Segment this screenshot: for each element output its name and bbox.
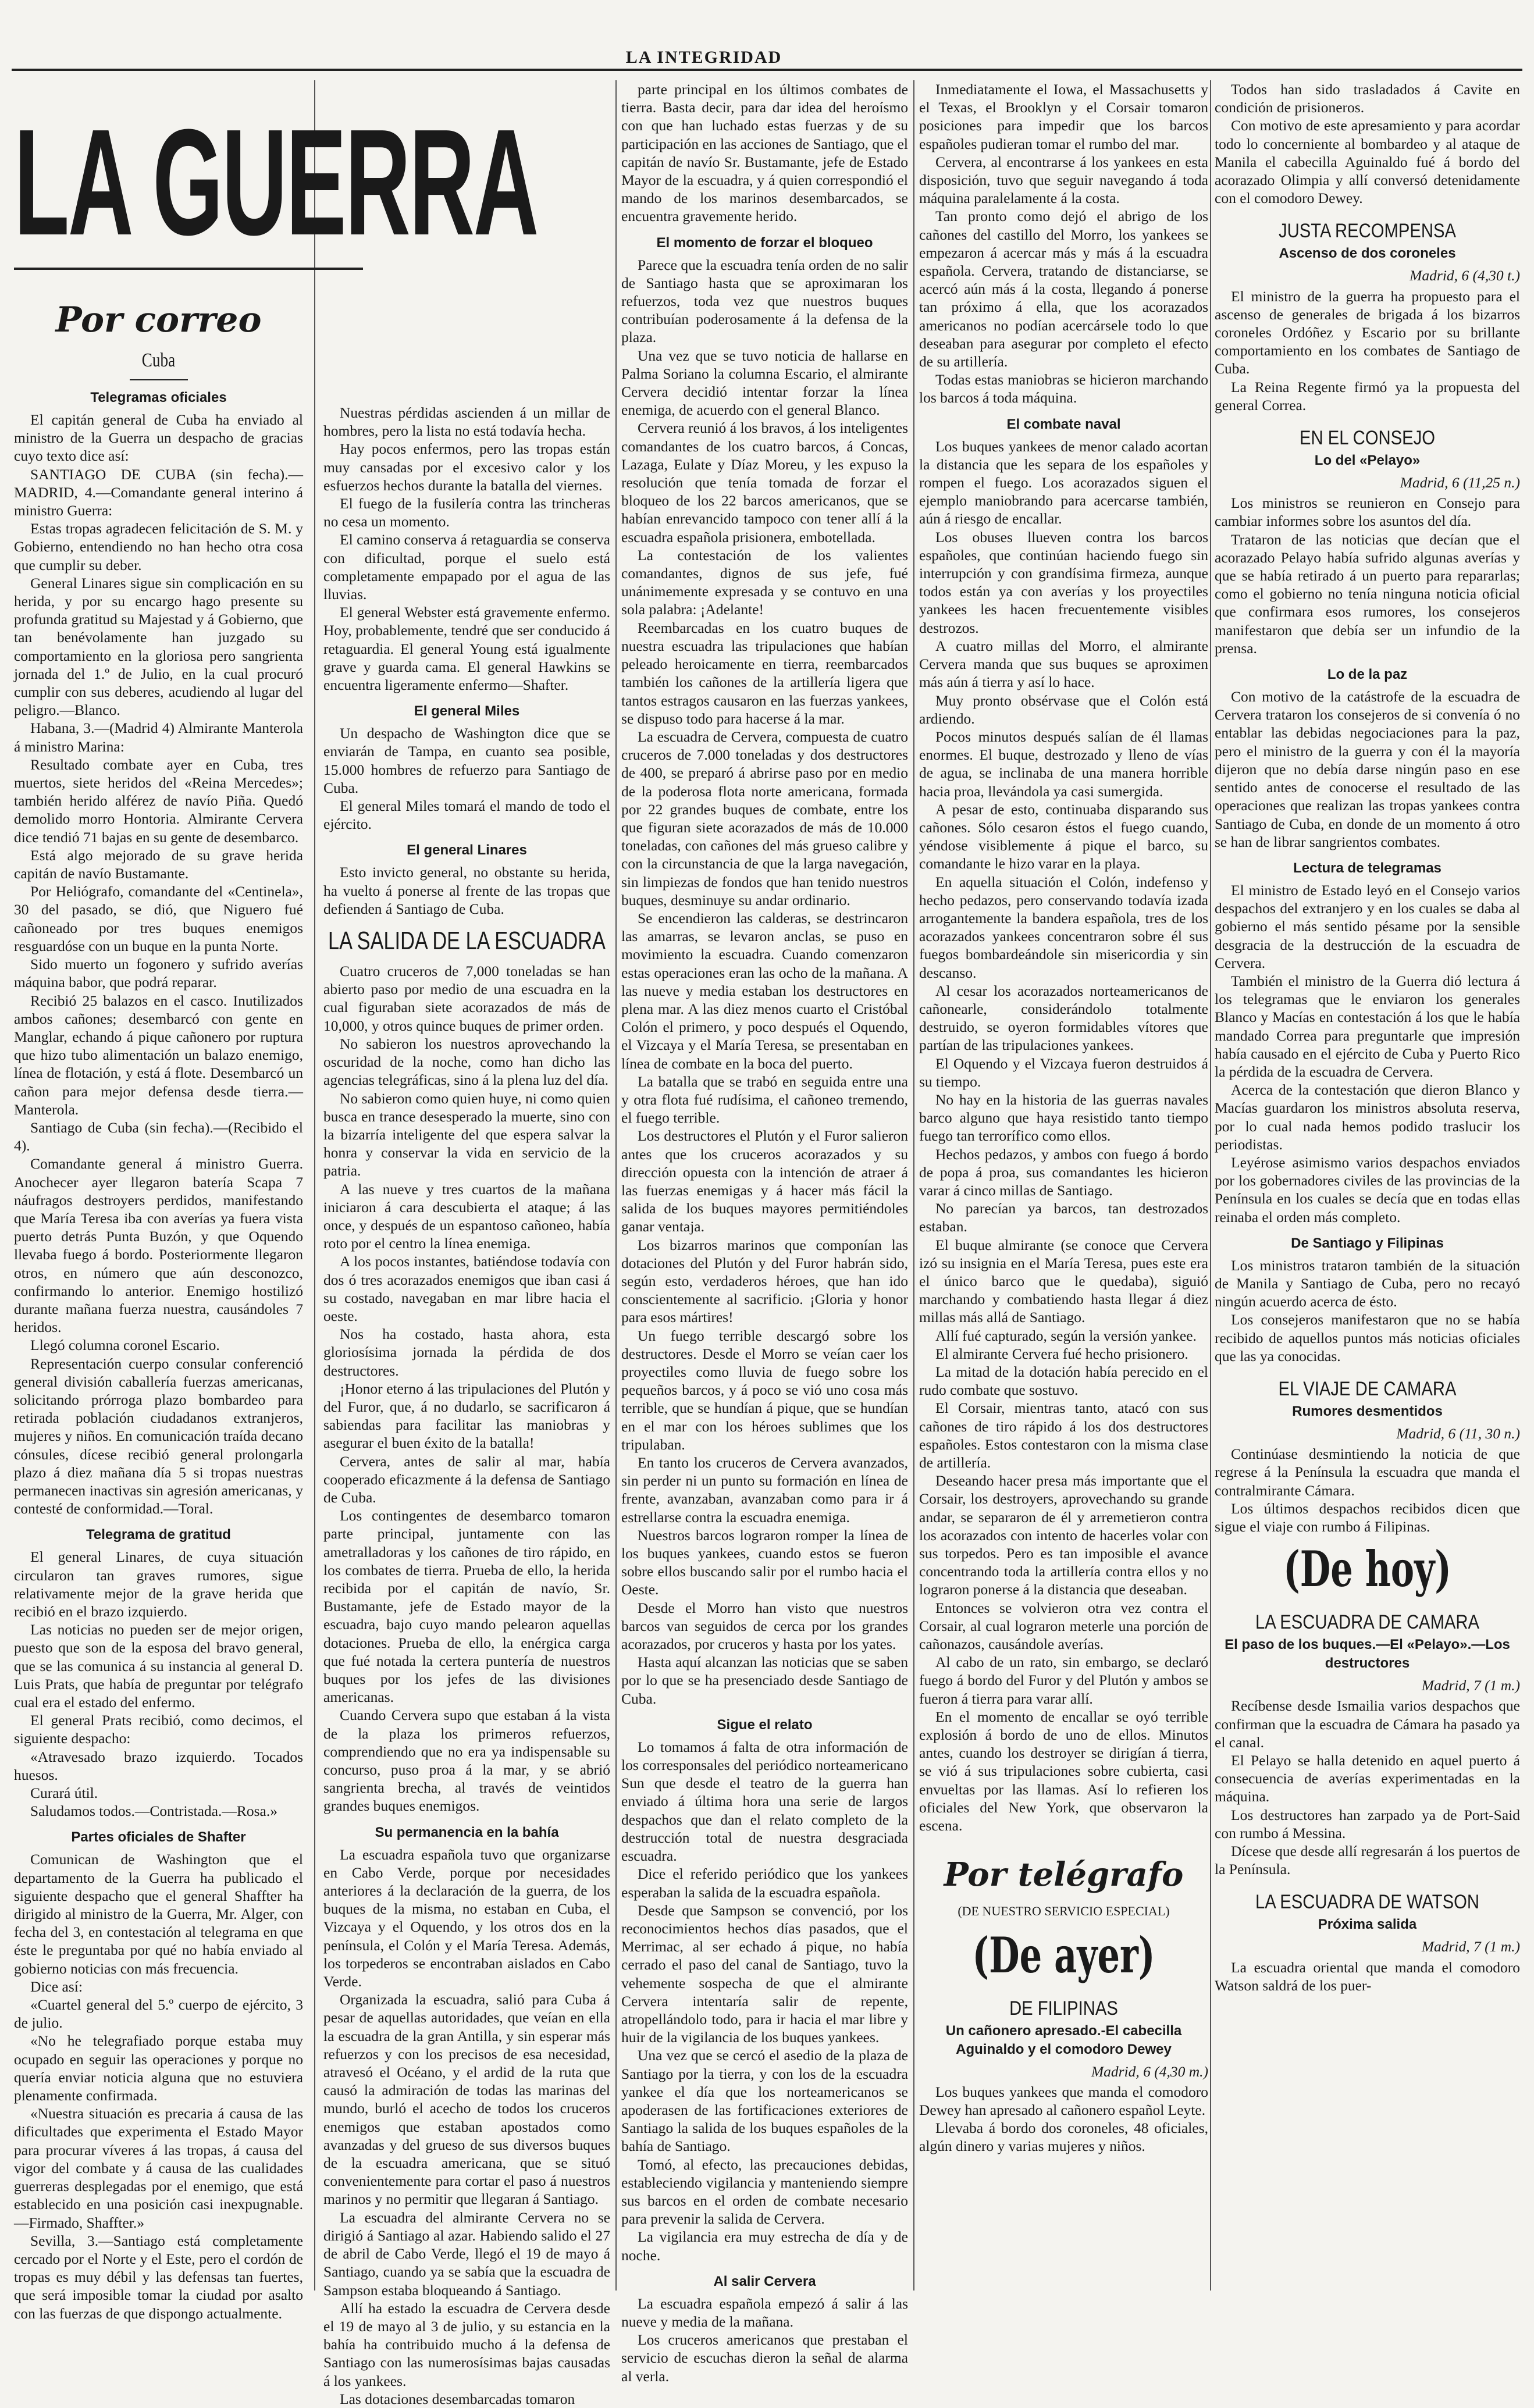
paragraph: Está algo mejorado de su grave herida capitán de navío Bustamante. — [14, 846, 303, 882]
paragraph: Recibió 25 balazos en el casco. Inutilizados ambos cañones; desembarcó con gente en Manglar, echando á pique cañonero por ruptura que hizo tubo alimentación un balazo enemigo, línea de flotación, y está á flote. Desembarcó un cañon para mejor defensa desde tierra.—Manterola. — [14, 992, 303, 1118]
paragraph: No sabieron los nuestros aprovechando la oscuridad de la noche, como han dicho las agencias telegráficas, sino á la plena luz del día. — [323, 1035, 610, 1089]
top-rule — [12, 69, 1522, 71]
paragraph: No hay en la historia de las guerras navales barco alguno que haya resistido tanto tiempo fuego tan terrorífico como ellos. — [919, 1091, 1208, 1145]
article-heading: EN EL CONSEJO — [1300, 427, 1435, 450]
article-subheading: Un cañonero apresado.-El cabecilla Aguinaldo y el comodoro Dewey — [945, 2022, 1182, 2057]
paragraph: Los últimos despachos recibidos dicen que sigue el viaje con rumbo á Filipinas. — [1215, 1499, 1520, 1535]
paragraph: No sabieron como quien huye, ni como quien busca en trance desesperado la muerte, sino con la bizarría inteligente del que espera salvar la honra y conservar la vida en servicio de la patria. — [323, 1089, 610, 1180]
dateline: Madrid, 6 (4,30 m.) — [1091, 2063, 1208, 2080]
paragraph: El general Linares, de cuya situación circularon tan graves rumores, sigue relativamente mejor de la grave herida que recibió en el brazo izquierdo. — [14, 1548, 303, 1620]
paragraph: Cervera reunió á los bravos, á los inteligentes comandantes de los cuatro barcos, á Concas, Lazaga, Eulate y Díaz Moreu, y les expuso la resolución que tenía tomada de forzar el bloqueo de los 22 barcos americanos, que se habían enrevancido tampoco con tener allí á la escuadra española prisionera, embotellada. — [621, 419, 908, 546]
article-heading: El combate naval — [1006, 416, 1121, 432]
section-heading: Por correo — [55, 300, 262, 340]
article-heading: El momento de forzar el bloqueo — [656, 234, 873, 251]
article-subheading: Ascenso de dos coroneles — [1279, 245, 1456, 262]
article-heading: LA ESCUADRA DE CAMARA — [1255, 1611, 1480, 1634]
paragraph: General Linares sigue sin complicación en su herida, y por su encargo hago presente su profunda gratitud su Majestad y á Gobierno, que tan benévolamente han juzgado su comportamiento en la gloriosa pero sangrienta jornada del 1.º de Julio, en la cual procuró cumplir con sus deberes, acudiendo al lugar del peligro.—Blanco. — [14, 574, 303, 719]
paragraph: Hechos pedazos, y ambos con fuego á bordo de popa á proa, sus comandantes les hicieron varar á cinco millas de Santiago. — [919, 1145, 1208, 1199]
paragraph: Se encendieron las calderas, se destrincaron las amarras, se levaron anclas, se puso en movimiento la escuadra. Cuando comenzaron estas operaciones eran las ocho de la mañana. A las nueve y media estaban los destructores en plena mar. A las diez menos cuarto el Cristóbal Colón el primero, y poco después el Oquendo, el Vizcaya y el María Teresa, se presentaban en línea de combate en la boca del puerto. — [621, 909, 908, 1072]
paragraph: Cuando Cervera supo que estaban á la vista de la plaza los primeros refuerzos, comprendiendo que no era ya indispensable su concurso, puso proa á la mar, y se abrió sangrienta brecha, al través de veintidos grandes buques enemigos. — [323, 1707, 610, 1815]
paragraph: El general Miles tomará el mando de todo el ejército. — [323, 797, 610, 833]
paragraph: El Pelayo se halla detenido en aquel puerto á consecuencia de averías experimentadas en la máquina. — [1215, 1752, 1520, 1805]
paragraph: Curará útil. — [30, 1784, 98, 1802]
paragraph: Todos han sido trasladados á Cavite en condición de prisioneros. — [1215, 81, 1520, 116]
article-heading: EL VIAJE DE CAMARA — [1278, 1377, 1457, 1400]
article-heading: Lo de la paz — [1327, 667, 1408, 683]
paragraph: Hay pocos enfermos, pero las tropas están muy cansadas por el excesivo calor y los esfuerzos hechos durante la batalla del viernes. — [323, 440, 610, 494]
paragraph: Continúase desmintiendo la noticia de que regrese á la Península la escuadra que manda el contralmirante Cámara. — [1215, 1445, 1520, 1499]
paragraph: A pesar de esto, continuaba disparando sus cañones. Sólo cesaron éstos el fuego cuando, yéndose visiblemente á pique el barco, su comandante le hizo varar en la playa. — [919, 800, 1208, 872]
paragraph: Hasta aquí alcanzan las noticias que se saben por lo que se ha presenciado desde Santiago de Cuba. — [621, 1654, 908, 1707]
article-heading: Telegrama de gratitud — [86, 1527, 231, 1543]
article-subheading: Rumores desmentidos — [1292, 1403, 1443, 1419]
paragraph: Dice así: — [30, 1978, 83, 1995]
paragraph: Dícese que desde allí regresarán á los puertos de la Península. — [1215, 1843, 1520, 1878]
section-heading: Por telégrafo — [944, 1855, 1184, 1894]
dateline: Madrid, 7 (1 m.) — [1421, 1677, 1520, 1694]
article-heading: LA ESCUADRA DE WATSON — [1255, 1891, 1480, 1914]
paragraph: La escuadra española empezó á salir á las nueve y media de la mañana. — [621, 2295, 908, 2330]
paragraph: Habana, 3.—(Madrid 4) Almirante Manterola á ministro Marina: — [14, 719, 303, 755]
paragraph: Las dotaciones desembarcadas tomaron — [340, 2390, 575, 2407]
subsection-heading: Cuba — [141, 350, 176, 371]
article-heading: DE FILIPINAS — [1009, 1997, 1118, 2019]
article-subheading: El paso de los buques.—El «Pelayo».—Los destructores — [1225, 1637, 1510, 1672]
paragraph: El Oquendo y el Vizcaya fueron destruidos á su tiempo. — [919, 1055, 1208, 1090]
article-subheading: Lo del «Pelayo» — [1314, 453, 1421, 469]
paragraph: Los consejeros manifestaron que no se había recibido de aquellos puntos más noticias oficiales que las ya conocidas. — [1215, 1311, 1520, 1365]
edition-heading: (De hoy) — [1283, 1540, 1451, 1598]
paragraph: El capitán general de Cuba ha enviado al ministro de la Guerra un despacho de gracias cuyo texto dice así: — [14, 411, 303, 465]
column-5 — [1215, 80, 1520, 2291]
paragraph: Al cabo de un rato, sin embargo, se declaró fuego á bordo del Furor y del Plutón y ambos se fueron á tierra para varar allí. — [919, 1654, 1208, 1707]
paragraph: Cervera, al encontrarse á los yankees en esta disposición, tuvo que seguir navegando á toda máquina paralelamente á la costa. — [919, 153, 1208, 207]
paragraph: La Reina Regente firmó ya la propuesta del general Correa. — [1215, 378, 1520, 414]
paragraph: Los destructores el Plutón y el Furor salieron antes que los cruceros acorazados y su dirección opuesta con la intención de atraer á las fuerzas enemigas y á hacer más fácil la salida de los buques mayores permitiéndoles ganar ventaja. — [621, 1127, 908, 1235]
paragraph: A cuatro millas del Morro, el almirante Cervera manda que sus buques se aproximen más aún á tierra y así lo hace. — [919, 637, 1208, 691]
article-heading: Telegramas oficiales — [90, 390, 227, 405]
paragraph: Llegó columna coronel Escario. — [30, 1337, 220, 1354]
paragraph: La batalla que se trabó en seguida entre una y otra flota fué rudísima, el cañoneo tremendo, el fuego terrible. — [621, 1073, 908, 1127]
paragraph: En aquella situación el Colón, indefenso y hecho pedazos, pero conservando todavía izada arrogantemente la bandera española, tres de los acorazados yankees concentraron sobre él sus fuegos bombardeándole sin misericordia y sin descanso. — [919, 873, 1208, 981]
paragraph: También el ministro de la Guerra dió lectura á los telegramas que le enviaron los generales Blanco y Macías en contestación á los que le había mandado Correa para preguntarle que impresión había causado en el ejército de Cuba y Puerto Rico la pérdida de la escuadra de Cervera. — [1215, 972, 1520, 1080]
paragraph: Recíbense desde Ismailia varios despachos que confirman que la escuadra de Cámara ha pasado ya el canal. — [1215, 1697, 1520, 1751]
paragraph: No parecían ya barcos, tan destrozados estaban. — [919, 1200, 1208, 1235]
paragraph: Desde que Sampson se convenció, por los reconocimientos hechos días pasados, que el Merrimac, al ser echado á pique, no había cerrado el paso del canal de Santiago, tuvo la vehemente sospecha de que el almirante Cervera intentaría salir de repente, atropellándolo todo, para ir hacia el mar libre y huir de la vigilancia de los buques yankees. — [621, 1901, 908, 2046]
paragraph: Los ministros trataron también de la situación de Manila y Santiago de Cuba, pero no recayó ningún acuerdo acerca de ésto. — [1215, 1256, 1520, 1310]
paragraph: Allí ha estado la escuadra de Cervera desde el 19 de mayo al 3 de julio, y su estancia en la bahía ha contribuido mucho á la defensa de Santiago con las numerosísimas bajas causadas á los yankees. — [323, 2299, 610, 2389]
paragraph: Por Heliógrafo, comandante del «Centinela», 30 del pasado, se dió, que Niguero fué cañoneado por tres buques enemigos resguardóse con un buque en la punta Norte. — [14, 883, 303, 954]
paragraph: Dice el referido periódico que los yankees esperaban la salida de la escuadra española. — [621, 1865, 908, 1901]
paragraph: El buque almirante (se conoce que Cervera izó su insignia en el María Teresa, pues este era el único barco que le quedaba), siguió marchando y combatiendo hasta llegar á diez millas más allá de Santiago. — [919, 1236, 1208, 1326]
paragraph: El Corsair, mientras tanto, atacó con sus cañones de tiro rápido á los dos destructores españoles. Estos contestaron con la misma clase de artillería. — [919, 1399, 1208, 1472]
paragraph: En el momento de encallar se oyó terrible explosión á bordo de uno de ellos. Minutos antes, cuando los destroyer se dirigían á tierra, se vió á sus tripulaciones sobre cubierta, casi envueltas por las llamas. Así lo refieren los oficiales del New York, que observaron la escena. — [919, 1708, 1208, 1835]
edition-heading: (De ayer) — [972, 1926, 1155, 1984]
paragraph: «No he telegrafiado porque estaba muy ocupado en seguir las operaciones y porque no quería enviar noticia alguna que no estuviera plenamente confirmada. — [14, 2032, 303, 2104]
paragraph: Entonces se volvieron otra vez contra el Corsair, al cual lograron meterle una porción de cañonazos, causándole averías. — [919, 1599, 1208, 1653]
paragraph: Los destructores han zarpado ya de Port-Said con rumbo á Messina. — [1215, 1806, 1520, 1841]
paragraph: En tanto los cruceros de Cervera avanzados, sin perder ni un punto su formación en línea de frente, avanzaban, avanzaban como para ir á estrellarse contra la escuadra enemiga. — [621, 1454, 908, 1526]
paragraph: «Nuestra situación es precaria á causa de las dificultades que experimenta el Estado Mayor para procurar víveres á las tropas, á causa del vigor del combate y á causa de las cualidades guerreras desplegadas por el enemigo, que está establecido en una posición casi inexpugnable.—Firmado, Shaffter.» — [14, 2105, 303, 2231]
article-heading: El general Miles — [414, 703, 520, 719]
article-heading: Sigue el relato — [717, 1716, 813, 1733]
paragraph: Resultado combate ayer en Cuba, tres muertos, siete heridos del «Reina Mercedes»; también herido alférez de navío Piña. Quedó demolido morro Hontoria. Almirante Cervera dice tendió 71 bajas en su gente de desembarco. — [14, 756, 303, 846]
article-heading: LA SALIDA DE LA ESCUADRA — [328, 927, 606, 956]
paragraph: Llevaba á bordo dos coroneles, 48 oficiales, algún dinero y varias mujeres y niños. — [919, 2120, 1208, 2155]
dateline: Madrid, 6 (4,30 t.) — [1410, 267, 1520, 284]
paragraph: Lo tomamos á falta de otra información de los corresponsales del periódico norteamericano Sun que desde el teatro de la guerra han enviado á última hora una serie de largos despachos que dan el relato completo de la destrucción total de nuestra desgraciada escuadra. — [621, 1738, 908, 1865]
article-heading: Su permanencia en la bahía — [375, 1824, 559, 1840]
paragraph: Un despacho de Washington dice que se enviarán de Tampa, en cuanto sea posible, 15.000 hombres de refuerzo para Santiago de Cuba. — [323, 725, 610, 796]
paragraph: Los contingentes de desembarco tomaron parte principal, juntamente con las ametralladoras y los cañones de tiro rápido, en los combates de tierra. Prueba de ello, la herida recibida por el capitán de navío, Sr. Bustamante, jefe de Estado mayor de la escuadra, bajo cuyo mando pelearon aquellas dotaciones. Prueba de ello, la enérgica carga que fué notada la certera puntería de nuestros buques por los jefes de las divisiones americanas. — [323, 1507, 610, 1706]
paragraph: Santiago de Cuba (sin fecha).—(Recibido el 4). — [14, 1118, 303, 1155]
section-subheading: (DE NUESTRO SERVICIO ESPECIAL) — [958, 1904, 1170, 1919]
paragraph: Representación cuerpo consular conferenció general división caballería fuerzas americanas, solicitando prórroga plazo bombardeo para retirada población ciudadanos extranjeros, mujeres y niños. En comunicación traída decano cónsules, dícese recibió general prolongarla plazo á diez mañana día 5 si tropas nuestras permanecen inactivas sin agresión americanas, y contesté de conformidad.—Toral. — [14, 1355, 303, 1518]
page-title: LA GUERRA — [14, 101, 363, 270]
column-2 — [323, 80, 610, 2407]
title-space — [323, 80, 610, 404]
column-rule — [913, 80, 914, 2291]
paragraph: Los buques yankees que manda el comodoro Dewey han apresado al cañonero español Leyte. — [919, 2083, 1208, 2118]
paragraph: Con motivo de este apresamiento y para acordar todo lo concerniente al bombardeo y al ataque de Manila el cabecilla Aguinaldo fué á bordo del acorazado Olimpia y allí conversó detenidamente con el comodoro Dewey. — [1215, 117, 1520, 207]
paragraph: Inmediatamente el Iowa, el Massachusetts y el Texas, el Brooklyn y el Corsair tomaron posiciones para impedir que los barcos españoles pudieran tomar el rumbo del mar. — [919, 81, 1208, 152]
paragraph: Comandante general á ministro Guerra. Anochecer ayer llegaron batería Scapa 7 náufragos destroyers perdidos, manifestando que María Teresa iba con averías ya fuera vista puerto detrás Punta Buzón, y que Oquendo llevaba fuego á bordo. Posteriormente llegaron otros, en número que aún desconozco, confirmando lo anterior. Enemigo hostilizó durante mañana fuerza nuestra, causándoles 7 heridos. — [14, 1155, 303, 1336]
paragraph: Tomó, al efecto, las precauciones debidas, estableciendo vigilancia y manteniendo siempre sus barcos en el orden de combate necesario para prevenir la salida de Cervera. — [621, 2156, 908, 2228]
paragraph: Estas tropas agradecen felicitación de S. M. y Gobierno, entendiendo no han hecho otra cosa que cumplir su deber. — [14, 520, 303, 573]
paragraph: La mitad de la dotación había perecido en el rudo combate que sostuvo. — [919, 1363, 1208, 1399]
paragraph: Con motivo de la catástrofe de la escuadra de Cervera trataron los consejeros de si convenía ó no entablar las debidas negociaciones para la paz, pero el ministro de la guerra y con él la mayoría dijeron que no debía darse ningún paso en ese sentido antes de conocerse el resultado de las operaciones que realizan las tropas yankees contra Santiago de Cuba, en donde de un momento á otro se han de librar sangrientos combates. — [1215, 688, 1520, 850]
paragraph: Esto invicto general, no obstante su herida, ha vuelto á ponerse al frente de las tropas que defienden á Santiago de Cuba. — [323, 864, 610, 917]
paragraph: Nuestras pérdidas ascienden á un millar de hombres, pero la lista no está todavía hecha. — [323, 404, 610, 440]
paragraph: Los bizarros marinos que componían las dotaciones del Plutón y del Furor habrán sido, según esto, verdaderos héroes, que han ido conscientemente al sacrificio. ¡Gloria y honor para esos mártires! — [621, 1236, 908, 1326]
paragraph: Una vez que se cercó el asedio de la plaza de Santiago por la tierra, y con los de la escuadra yankee el día que los norteamericanos se apoderasen de las fortificaciones exteriores de Santiago la salida de los buques españoles de la bahía de Santiago. — [621, 2047, 908, 2155]
paragraph: parte principal en los últimos combates de tierra. Basta decir, para dar idea del heroísmo con que han luchado estas fuerzas y de su participación en las acciones de Santiago, que el capitán de navío Sr. Bustamante, jefe de Estado Mayor de la escuadra, y á quien correspondió el mando de los marinos desembarcados, se encuentra gravemente herido. — [621, 81, 908, 225]
paragraph: El ministro de la guerra ha propuesto para el ascenso de generales de brigada á los bizarros coroneles Ordóñez y Escario por su brillante comportamiento en los combates de Santiago de Cuba. — [1215, 287, 1520, 377]
paragraph: El ministro de Estado leyó en el Consejo varios despachos del extranjero y en los cuales se daba al gobierno el más sentido pésame por la sensible desgracia de la destrucción de la escuadra de Cervera. — [1215, 881, 1520, 971]
paragraph: Sido muerto un fogonero y sufrido averías máquina babor, que podrá reparar. — [14, 956, 303, 991]
paragraph: Reembarcadas en los cuatro buques de nuestra escuadra las tripulaciones que habían peleado heroicamente en tierra, reembarcados también los cañones de la artillería ligera que tantos estragos causaron en las fuerzas yankees, se dispuso todo para hacerse á la mar. — [621, 619, 908, 727]
masthead: LA INTEGRIDAD — [625, 48, 782, 67]
divider — [130, 379, 188, 380]
paragraph: Organizada la escuadra, salió para Cuba á pesar de aquellas autoridades, que veían en ella la escuadra de la gran Antilla, y sin esperar más refuerzos y con los precisos de esa necesidad, atravesó el Océano, y el ardid de la ruta que causó la admiración de todas las marinas del mundo, burló el acecho de todos los cruceros enemigos que estaban apostados como avanzadas y del grueso de sus diversos buques de la escuadra americana, que se situó convenientemente para cortar el paso á nuestros marinos y no permitir que llegaran á Santiago. — [323, 1991, 610, 2208]
paragraph: Los ministros se reunieron en Consejo para cambiar informes sobre los asuntos del día. — [1215, 494, 1520, 530]
paragraph: Deseando hacer presa más importante que el Corsair, los destroyers, aprovechando su grande andar, se separaron de él y arremetieron contra los acorazados con intento de hacerles volar con sus torpedos. Pero es tan imposible el avance concentrando toda la artillería contra ellos y no lograron ponerse á la distancia que deseaban. — [919, 1472, 1208, 1598]
paragraph: La escuadra española tuvo que organizarse en Cabo Verde, porque por necesidades anteriores á la declaración de la guerra, de los buques de la misma, no estaban en Cuba, el Vizcaya y el Oquendo, y los otros dos en la península, el Colón y el María Teresa. Además, los torpederos se encontraban aislados en Cabo Verde. — [323, 1846, 610, 1990]
paragraph: Muy pronto obsérvase que el Colón está ardiendo. — [919, 692, 1208, 727]
column-3 — [621, 80, 908, 2385]
article-subheading: Próxima salida — [1318, 1917, 1417, 1933]
paragraph: El general Prats recibió, como decimos, el siguiente despacho: — [14, 1712, 303, 1747]
column-rule — [314, 80, 315, 2291]
paragraph: Cuatro cruceros de 7,000 toneladas se han abierto paso por medio de una escuadra en la cual figuraban siete acorazados de más de 10,000, y otros quince buques de primer orden. — [323, 963, 610, 1034]
column-rule — [1210, 80, 1211, 2291]
paragraph: Cervera, antes de salir al mar, había cooperado eficazmente á la defensa de Santiago de Cuba. — [323, 1452, 610, 1506]
paragraph: A las nueve y tres cuartos de la mañana iniciaron á cara descubierta el ataque; á las once, y después de un espantoso cañoneo, había roto por el centro la línea enemiga. — [323, 1180, 610, 1252]
dateline: Madrid, 7 (1 m.) — [1421, 1938, 1520, 1955]
paragraph: Tan pronto como dejó el abrigo de los cañones del castillo del Morro, los yankees se empezaron á acercar más y más á la escuadra española. Cervera, tratando de distanciarse, se acercó aún más á la costa, llegando á ponerse tan próximo á ella, que los acorazados americanos no podían acercársele todo lo que deseaban para asegurar por completo el efecto de su artillería. — [919, 208, 1208, 371]
article-heading: JUSTA RECOMPENSA — [1279, 220, 1456, 243]
paragraph: Los obuses llueven contra los barcos españoles, que continúan haciendo fuego sin interrupción y con grandísima firmeza, aunque todos están ya con averías y los proyectiles yankees les hacen frecuentemente visibles destrozos. — [919, 528, 1208, 636]
paragraph: Pocos minutos después salían de él llamas enormes. El buque, destrozado y lleno de vías de agua, se inclinaba de una manera horrible hacia proa, llevándola ya casi sumergida. — [919, 728, 1208, 800]
paragraph: Comunican de Washington que el departamento de la Guerra ha publicado el siguiente despacho que el general Shaffter ha dirigido al ministro de la Guerra, Mr. Alger, con fecha del 3, en contestación al telegrama en que éste le preguntaba por qué no había enviado al gobierno noticias con más frecuencia. — [14, 1851, 303, 1977]
paragraph: «Cuartel general del 5.º cuerpo de ejército, 3 de julio. — [14, 1996, 303, 2032]
paragraph: Allí fué capturado, según la versión yankee. — [935, 1327, 1197, 1344]
paragraph: El camino conserva á retaguardia se conserva con dificultad, porque el suelo está completamente empapado por el agua de las lluvias. — [323, 531, 610, 603]
paragraph: Saludamos todos.—Contristada.—Rosa.» — [30, 1803, 277, 1820]
article-heading: Al salir Cervera — [713, 2273, 816, 2289]
paragraph: Desde el Morro han visto que nuestros barcos van seguidos de cerca por los grandes acorazados, por cruceros y hasta por los yates. — [621, 1599, 908, 1653]
article-heading: Lectura de telegramas — [1293, 860, 1442, 876]
paragraph: Una vez que se tuvo noticia de hallarse en Palma Soriano la columna Escario, el almirante Cervera decidió intentar forzar la línea enemiga, de acuerdo con el general Blanco. — [621, 347, 908, 419]
paragraph: Los buques yankees de menor calado acortan la distancia que les separa de los españoles y rompen el fuego. Los acorazados siguen el ejemplo maniobrando para acercarse también, aún á riesgo de encallar. — [919, 437, 1208, 528]
paragraph: Las noticias no pueden ser de mejor origen, puesto que son de la esposa del bravo general, que se las comunica á su instancia al general D. Luis Prats, que había de preguntar por telégrafo cual era el estado del enfermo. — [14, 1621, 303, 1711]
paragraph: Nos ha costado, hasta ahora, esta gloriosísima jornada la pérdida de dos destructores. — [323, 1326, 610, 1379]
dateline: Madrid, 6 (11,25 n.) — [1400, 474, 1520, 491]
paragraph: A los pocos instantes, batiéndose todavía con dos ó tres acorazados enemigos que iban casi á su costado, navegaban en mar libre hacia el oeste. — [323, 1253, 610, 1324]
paragraph: Un fuego terrible descargó sobre los destructores. Desde el Morro se veían caer los proyectiles como lluvia de fuego sobre los pequeños barcos, y á poco se vió uno cosa más terrible, que se hundían á pique, que se hundían en el mar con los héroes sublimes que los tripulaban. — [621, 1327, 908, 1453]
paragraph: La vigilancia era muy estrecha de día y de noche. — [621, 2228, 908, 2264]
paragraph: La escuadra de Cervera, compuesta de cuatro cruceros de 7.000 toneladas y dos destructores de 400, se preparó á abrirse paso por en medio de la poderosa flota norte americana, formada por 22 grandes buques de combate, entre los que figuran siete acorazados de más de 10.000 toneladas, con cañones del más grueso calibre y con la circunstancia de que la larga navegación, sin limpiezas de fondos que han tenido nuestros buques, desminuye su andar ordinario. — [621, 728, 908, 909]
paragraph: Leyérose asimismo varios despachos enviados por los gobernadores civiles de las provincias de la Península en los cuales se decía que en todas ellas reinaba el orden más completo. — [1215, 1153, 1520, 1226]
article-heading: Partes oficiales de Shafter — [71, 1829, 246, 1846]
paragraph: Los cruceros americanos que prestaban el servicio de escuchas dieron la señal de alarma al verla. — [621, 2331, 908, 2385]
paragraph: SANTIAGO DE CUBA (sin fecha).—MADRID, 4.—Comandante general interino á ministro Guerra: — [14, 465, 303, 519]
paragraph: El almirante Cervera fué hecho prisionero. — [935, 1345, 1188, 1362]
paragraph: «Atravesado brazo izquierdo. Tocados huesos. — [14, 1748, 303, 1783]
column-rule — [615, 80, 617, 2291]
paragraph: Sevilla, 3.—Santiago está completamente cercado por el Norte y el Este, pero el cordón de tropas es muy débil y las defensas tan fuertes, que será imposible tomar la ciudad por asalto con las fuerzas de que dispongo actualmente. — [14, 2232, 303, 2322]
paragraph: La contestación de los valientes comandantes, dignos de sus jefe, fué unánimemente expresada y se contuvo en una sola palabra: ¡Adelante! — [621, 546, 908, 618]
dateline: Madrid, 6 (11, 30 n.) — [1396, 1424, 1520, 1442]
column-4 — [919, 80, 1208, 2291]
paragraph: El fuego de la fusilería contra las trincheras no cesa un momento. — [323, 495, 610, 530]
paragraph: La escuadra del almirante Cervera no se dirigió á Santiago al azar. Habiendo salido el 27 de abril de Cabo Verde, llegó el 19 de mayo á Santiago, cuando ya se sabía que la escuadra de Sampson estaba bloqueando á Santiago. — [323, 2208, 610, 2299]
article-heading: De Santiago y Filipinas — [1291, 1235, 1444, 1251]
paragraph: Todas estas maniobras se hicieron marchando los barcos á toda máquina. — [919, 371, 1208, 407]
paragraph: ¡Honor eterno á las tripulaciones del Plutón y del Furor, que, á no dudarlo, se sacrificaron á sabiendas para facilitar las maniobras y asegurar el buen éxito de la batalla! — [323, 1380, 610, 1452]
article-heading: El general Linares — [407, 842, 527, 859]
paragraph: Nuestros barcos lograron romper la línea de los buques yankees, cuando estos se fueron sobre ellos buscando salir por el rumbo hacia el Oeste. — [621, 1526, 908, 1598]
paragraph: Trataron de las noticias que decían que el acorazado Pelayo había sufrido algunas averías y que se había retirado á un puerto para repararlas; como el gobierno no tenía ninguna noticia oficial que confirmara esos rumores, los consejeros manifestaron que debía ser un infundio de la prensa. — [1215, 530, 1520, 657]
paragraph: Parece que la escuadra tenía orden de no salir de Santiago hasta que se aproximaran los refuerzos, toda vez que nuestros buques contribuían poderosamente á la defensa de la plaza. — [621, 256, 908, 346]
paragraph: El general Webster está gravemente enfermo. Hoy, probablemente, tendré que ser conducido á retaguardia. El general Young está igualmente grave y guarda cama. El general Hawkins se encuentra ligeramente enfermo—Shafter. — [323, 604, 610, 694]
paragraph: Acerca de la contestación que dieron Blanco y Macías guardaron los ministros absoluta reserva, por lo cual nada hemos podido traslucir los periodistas. — [1215, 1081, 1520, 1153]
paragraph: Al cesar los acorazados norteamericanos de cañonearle, considerándolo totalmente destruido, se oyeron formidables vítores que partían de las tripulaciones yankees. — [919, 982, 1208, 1054]
paragraph: La escuadra oriental que manda el comodoro Watson saldrá de los puer- — [1215, 1958, 1520, 1994]
